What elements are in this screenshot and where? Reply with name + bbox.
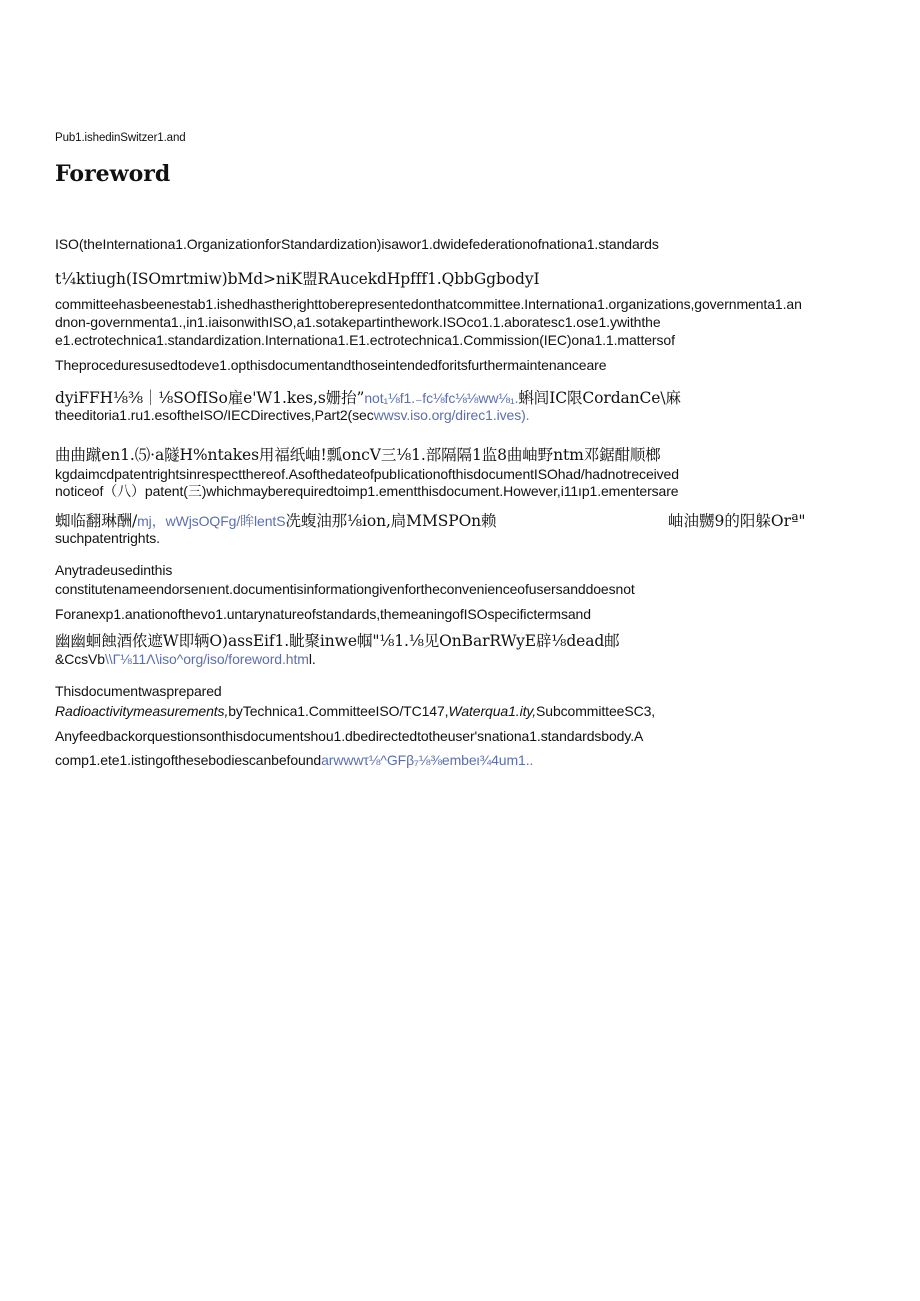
committee-subject: Waterqua1.ity,	[448, 703, 537, 719]
paragraph-2-line-3	[55, 407, 529, 423]
paragraph-5-line-3	[55, 651, 316, 667]
paragraph-1-line-1: ISO(theInternationa1.OrganizationforStandardization)isawor1.dwidefederationofnationa1.standards	[55, 236, 659, 252]
paragraph-4-line-2: constitutenameendorsenıent.documentisinformationgivenfortheconvenienceofusersanddoesnot	[55, 581, 635, 597]
members-link[interactable]: arwwwτ⅛^GFβ₇⅛⅜embeι¾4um1..	[321, 752, 534, 768]
series-title: Radioactivitymeasurements,	[55, 703, 229, 719]
paragraph-3-text-c: 冼蝮油那⅛ion,扃MMSPOn赖	[285, 512, 497, 530]
paragraph-7-text-a: comp1.ete1.istingofthesebodiescanbefound	[55, 752, 322, 768]
paragraph-4-line-1: Anytradeusedinthis	[55, 562, 173, 578]
directives-link[interactable]: wwsv.iso.org/direc1.ives).	[373, 407, 530, 423]
paragraph-2-link-a[interactable]: not₁⅛f1.₋fc⅛fc⅛⅛ww⅛₁.	[364, 390, 519, 406]
paragraph-5-text-a: &CcsVb	[55, 651, 105, 667]
paragraph-1-line-2: t¼ktiugh(ISOmrtmiw)bMd>niK盟RAucekdHpfff1.QbbGgbodyI	[55, 270, 540, 288]
patents-link[interactable]: mj，wWjsOQFg/眸lentS	[137, 513, 286, 529]
page-title: Foreword	[55, 161, 171, 187]
paragraph-2-directives-text: theeditoria1.ru1.esoftheISO/IECDirectives,Part2(sec	[55, 407, 374, 423]
paragraph-1-line-5: e1.ectrotechnica1.standardization.Internationa1.E1.ectrotechnica1.Commission(IEC)ona1.1.mattersof	[55, 332, 675, 348]
published-note: Pub1.ishedinSwitzer1.and	[55, 132, 186, 144]
paragraph-1-line-3: committeehasbeenestab1.ishedhastherighttoberepresentedonthatcommittee.Internationa1.organizations,governmenta1.an	[55, 296, 802, 312]
paragraph-2-text-c: 蝌闾IC限CordanCe\麻	[518, 389, 681, 407]
paragraph-2-text-a: dyiFFH⅛⅜｜⅛SOfISo雇e'W1.kes,s姗抬”	[55, 389, 365, 407]
committee-text: byTechnica1.CommitteeISO/TC147,	[228, 703, 449, 719]
paragraph-2-line-2	[55, 390, 681, 406]
paragraph-7-line-2	[55, 752, 533, 768]
paragraph-6-line-1: Thisdocumentwasprepared	[55, 683, 222, 699]
paragraph-3-line-2: kgdaimcdpatentrightsinrespectthereof.AsofthedateofpubIicationofthisdocumentISOhad/hadnotreceived	[55, 466, 679, 482]
paragraph-3-line-5: suchpatentrights.	[55, 530, 160, 546]
paragraph-7-line-1: Anyfeedbackorquestionsonthisdocumentshou1.dbedirectedtotheuser'snationa1.standardsbody.A	[55, 728, 644, 744]
paragraph-3-line-3: noticeof（八）patent(三)whichmayberequiredtoimp1.ementthisdocument.However,i11ıp1.ementersare	[55, 483, 679, 499]
subcommittee-text: SubcommitteeSC3,	[536, 703, 656, 719]
paragraph-6-line-2	[55, 703, 655, 719]
paragraph-5-line-2: 幽幽蛔蝕酒侬遮W即辆O)assEif1.眦聚inwe帼"⅛1.⅛见OnBarRWyE辟⅛dead邮	[55, 632, 620, 650]
paragraph-5-line-1: Foranexp1.anationofthevo1.untarynatureofstandards,themeaningofISOspecifictermsand	[55, 606, 591, 622]
foreword-link[interactable]: \\Γ⅛11Λ\iso^org/iso/foreword.htm	[104, 651, 309, 667]
paragraph-3-line-4-right: 岫油嬲9的阳躲Orª"	[668, 512, 806, 530]
paragraph-3-text-a: 蜘临翻琳酬/	[55, 512, 138, 530]
paragraph-3-line-4	[55, 513, 496, 529]
paragraph-3-line-1: 曲曲蹴en1.⑸·a隧H%ntakes用福纸岫!瓢oncV三⅛1.部隔隔1监8曲岫野ntm邓鋸酣顺榔	[55, 446, 661, 464]
paragraph-2-line-1: Theproceduresusedtodeve1.opthisdocumentandthoseintendedforitsfurthermaintenanceare	[55, 357, 607, 373]
paragraph-1-line-4: dnon-governmenta1.,in1.iaisonwithISO,a1.sotakepartinthework.ISOco1.1.aboratesc1.ose1.ywiththe	[55, 314, 661, 330]
paragraph-5-text-c: l.	[308, 651, 316, 667]
